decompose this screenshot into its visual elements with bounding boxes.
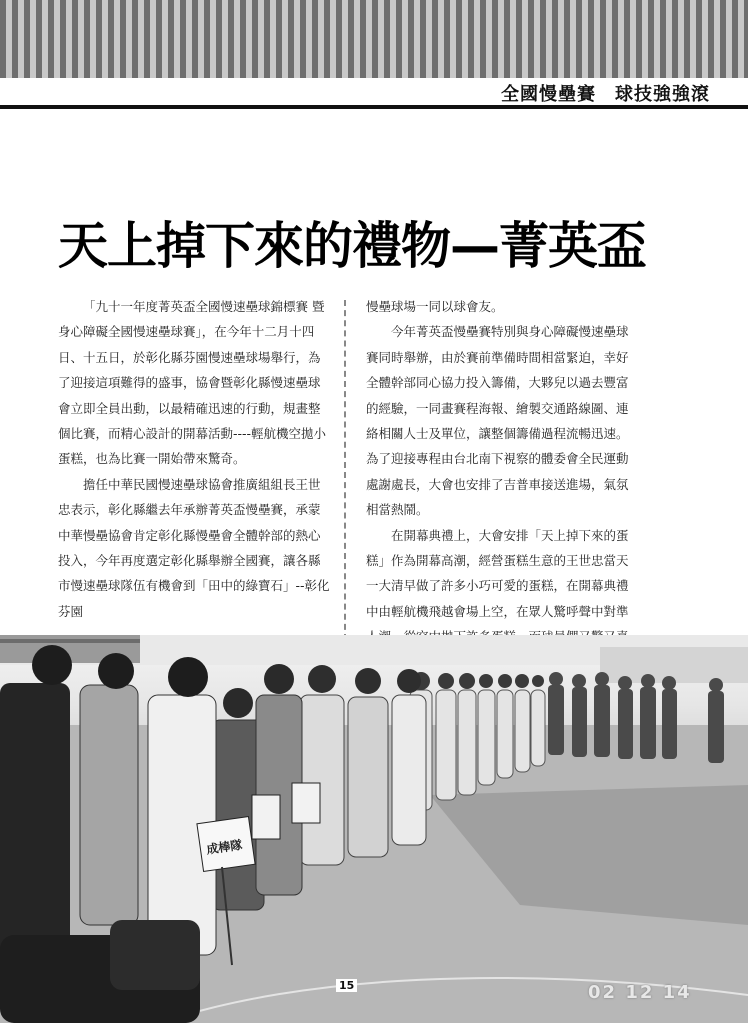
paragraph: 「九十一年度菁英盃全國慢速壘球錦標賽 暨 身心障礙全國慢速壘球賽」，在今年十二月十四日、十五日，於彰化縣芬園慢速壘球場舉行，為了迎接這項難得的盛事，協會暨彰化縣慢速壘球會立即全員出動，以最精確迅速的行動，規畫整個比賽，而精心設計的開幕活動----輕航機空拋小蛋糕，也為比賽一開始帶來驚奇。 — [58, 299, 327, 467]
article-right-column — [366, 294, 632, 675]
paragraph: 慢壘球場一同以球會友。 — [366, 299, 504, 314]
team-sign-text: 成棒隊 — [205, 837, 244, 857]
article-left-column — [58, 294, 330, 624]
running-head: 全國慢壘賽 球技強強滾 — [501, 84, 710, 105]
header-rule — [0, 105, 748, 109]
photo-illustration — [0, 635, 748, 1023]
paragraph: 擔任中華民國慢速壘球協會推廣組組長王世忠表示，彰化縣繼去年承辦菁英盃慢壘賽，承蒙中華慢壘協會肯定彰化縣慢壘會全體幹部的熱心投入，今年再度選定彰化縣舉辦全國賽，讓各縣市慢速壘球隊伍有機會到「田中的綠寶石」--彰化芬園 — [58, 476, 330, 619]
opening-ceremony-photo — [0, 635, 748, 1023]
paragraph: 在開幕典禮上，大會安排「天上掉下來的蛋糕」作為開幕高潮，經營蛋糕生意的王世忠當天一大清早做了許多小巧可愛的蛋糕，在開幕典禮中由輕航機飛越會場上空，在眾人驚呼聲中對準 — [366, 527, 629, 619]
column-divider — [344, 300, 346, 640]
article-headline: 天上掉下來的禮物—菁英盃 — [58, 216, 646, 275]
paragraph: 今年菁英盃慢壘賽特別與身心障礙慢速壘球賽同時舉辦，由於賽前準備時間相當緊迫，幸好全體幹部同心協力投入籌備，大夥兒以過去豐富的經驗，一同畫賽程海報、繪製交通路線圖、連絡相關人士及單位，讓整個籌備過程流暢迅速。為了迎接專程由台北南下視察的體委會全民運動處謝處長，大會也安排了吉普車接送進場，氣氛相當熱鬧。 — [366, 324, 629, 518]
page-number: 15 — [336, 979, 357, 992]
photo-date-stamp: 02 12 14 — [588, 982, 692, 1003]
striped-header-band — [0, 0, 748, 78]
